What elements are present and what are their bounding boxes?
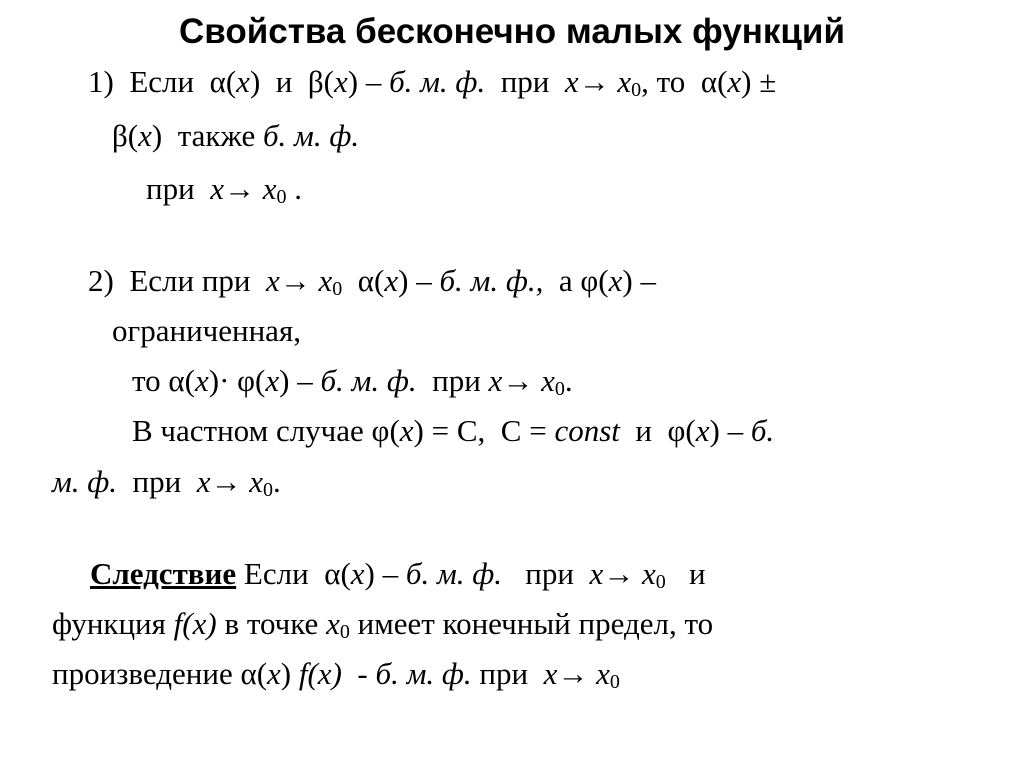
corollary-line-1: Следствие Если α(x) – б. м. ф. при $x\to x_0$ и [90,556,706,593]
property-2-line-1: 2) Если при $x\to x_0$ α(x) – б. м. ф., а φ(x) – [88,263,656,300]
property-1-line-2: β(x) также б. м. ф. [112,118,360,153]
property-2-line-5: м. ф. при $x\to x_0$. [52,464,281,501]
property-2-line-2: ограниченная, [112,313,301,348]
slide-title: Свойства бесконечно малых функций [179,12,845,51]
corollary-label: Следствие [90,556,237,591]
corollary-line-3: произведение α(x) f(x) - б. м. ф. при $x\to x_0$ [52,656,620,693]
property-1-line-3: при $x\to x_0$ . [146,171,302,208]
corollary-line-2: функция f(x) в точке $x_0$ имеет конечный предел, то [52,606,714,643]
property-2-line-3: то α(x)· φ(x) – б. м. ф. при $x\to x_0$. [132,363,573,400]
property-2-line-4: В частном случае φ(x) = С, С = const и φ(x) – б. [132,413,775,448]
property-1-line-1: 1) Если α(x) и β(x) – б. м. ф. при $x\to x_0$, то α(x) ± [88,64,777,101]
